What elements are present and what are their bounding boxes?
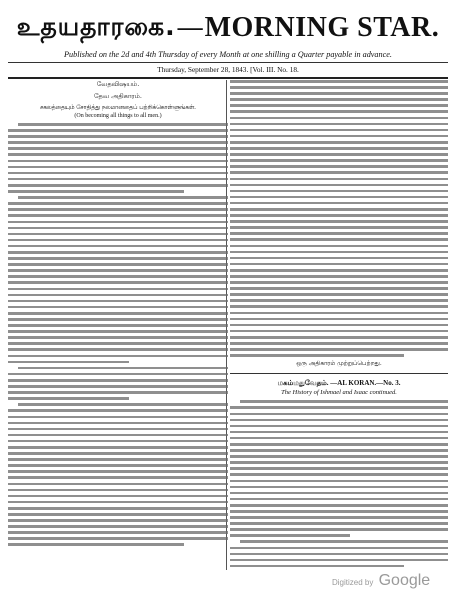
koran-heading: மகம்மதுவேதம். —AL KORAN.—No. 3.: [277, 379, 401, 388]
article-title: தேவ அதிகாரம்.: [94, 92, 142, 100]
publication-note: Published on the 2d and 4th Thursday of every Month at one shilling a Quarter payable in advance.: [64, 50, 392, 59]
masthead-tamil-title: உதயதாரகை.: [16, 11, 176, 41]
section-signature: ஒரு அதிகாரம் முற்றுப்பெற்றது.: [296, 360, 382, 368]
left-column: [8, 80, 228, 550]
koran-body: [230, 400, 448, 567]
dateline: Thursday, September 28, 1843. [Vol. III. No. 18.: [8, 62, 448, 79]
article-body-left: [8, 123, 228, 546]
section-heading: வேதவிஷயம்.: [96, 80, 140, 88]
masthead: [6, 8, 450, 48]
google-watermark: [332, 572, 430, 590]
koran-subheading: The History of Ishmael and Isaac continued.: [281, 389, 397, 397]
google-logo: Google: [378, 572, 431, 589]
right-column: [230, 80, 448, 571]
article-body-right: [230, 80, 448, 357]
masthead-dash: —: [177, 14, 203, 41]
watermark-prefix: Digitized by: [332, 578, 374, 587]
article-tagline-english: (On becoming all things to all men.): [74, 113, 162, 119]
section-rule: [230, 373, 448, 374]
article-tagline: சகலத்தையும் சோதித்து நலமானதைப் பற்றிக்கொள்ளுங்கள்.: [39, 105, 197, 111]
masthead-english-title: MORNING STAR.: [204, 12, 440, 43]
